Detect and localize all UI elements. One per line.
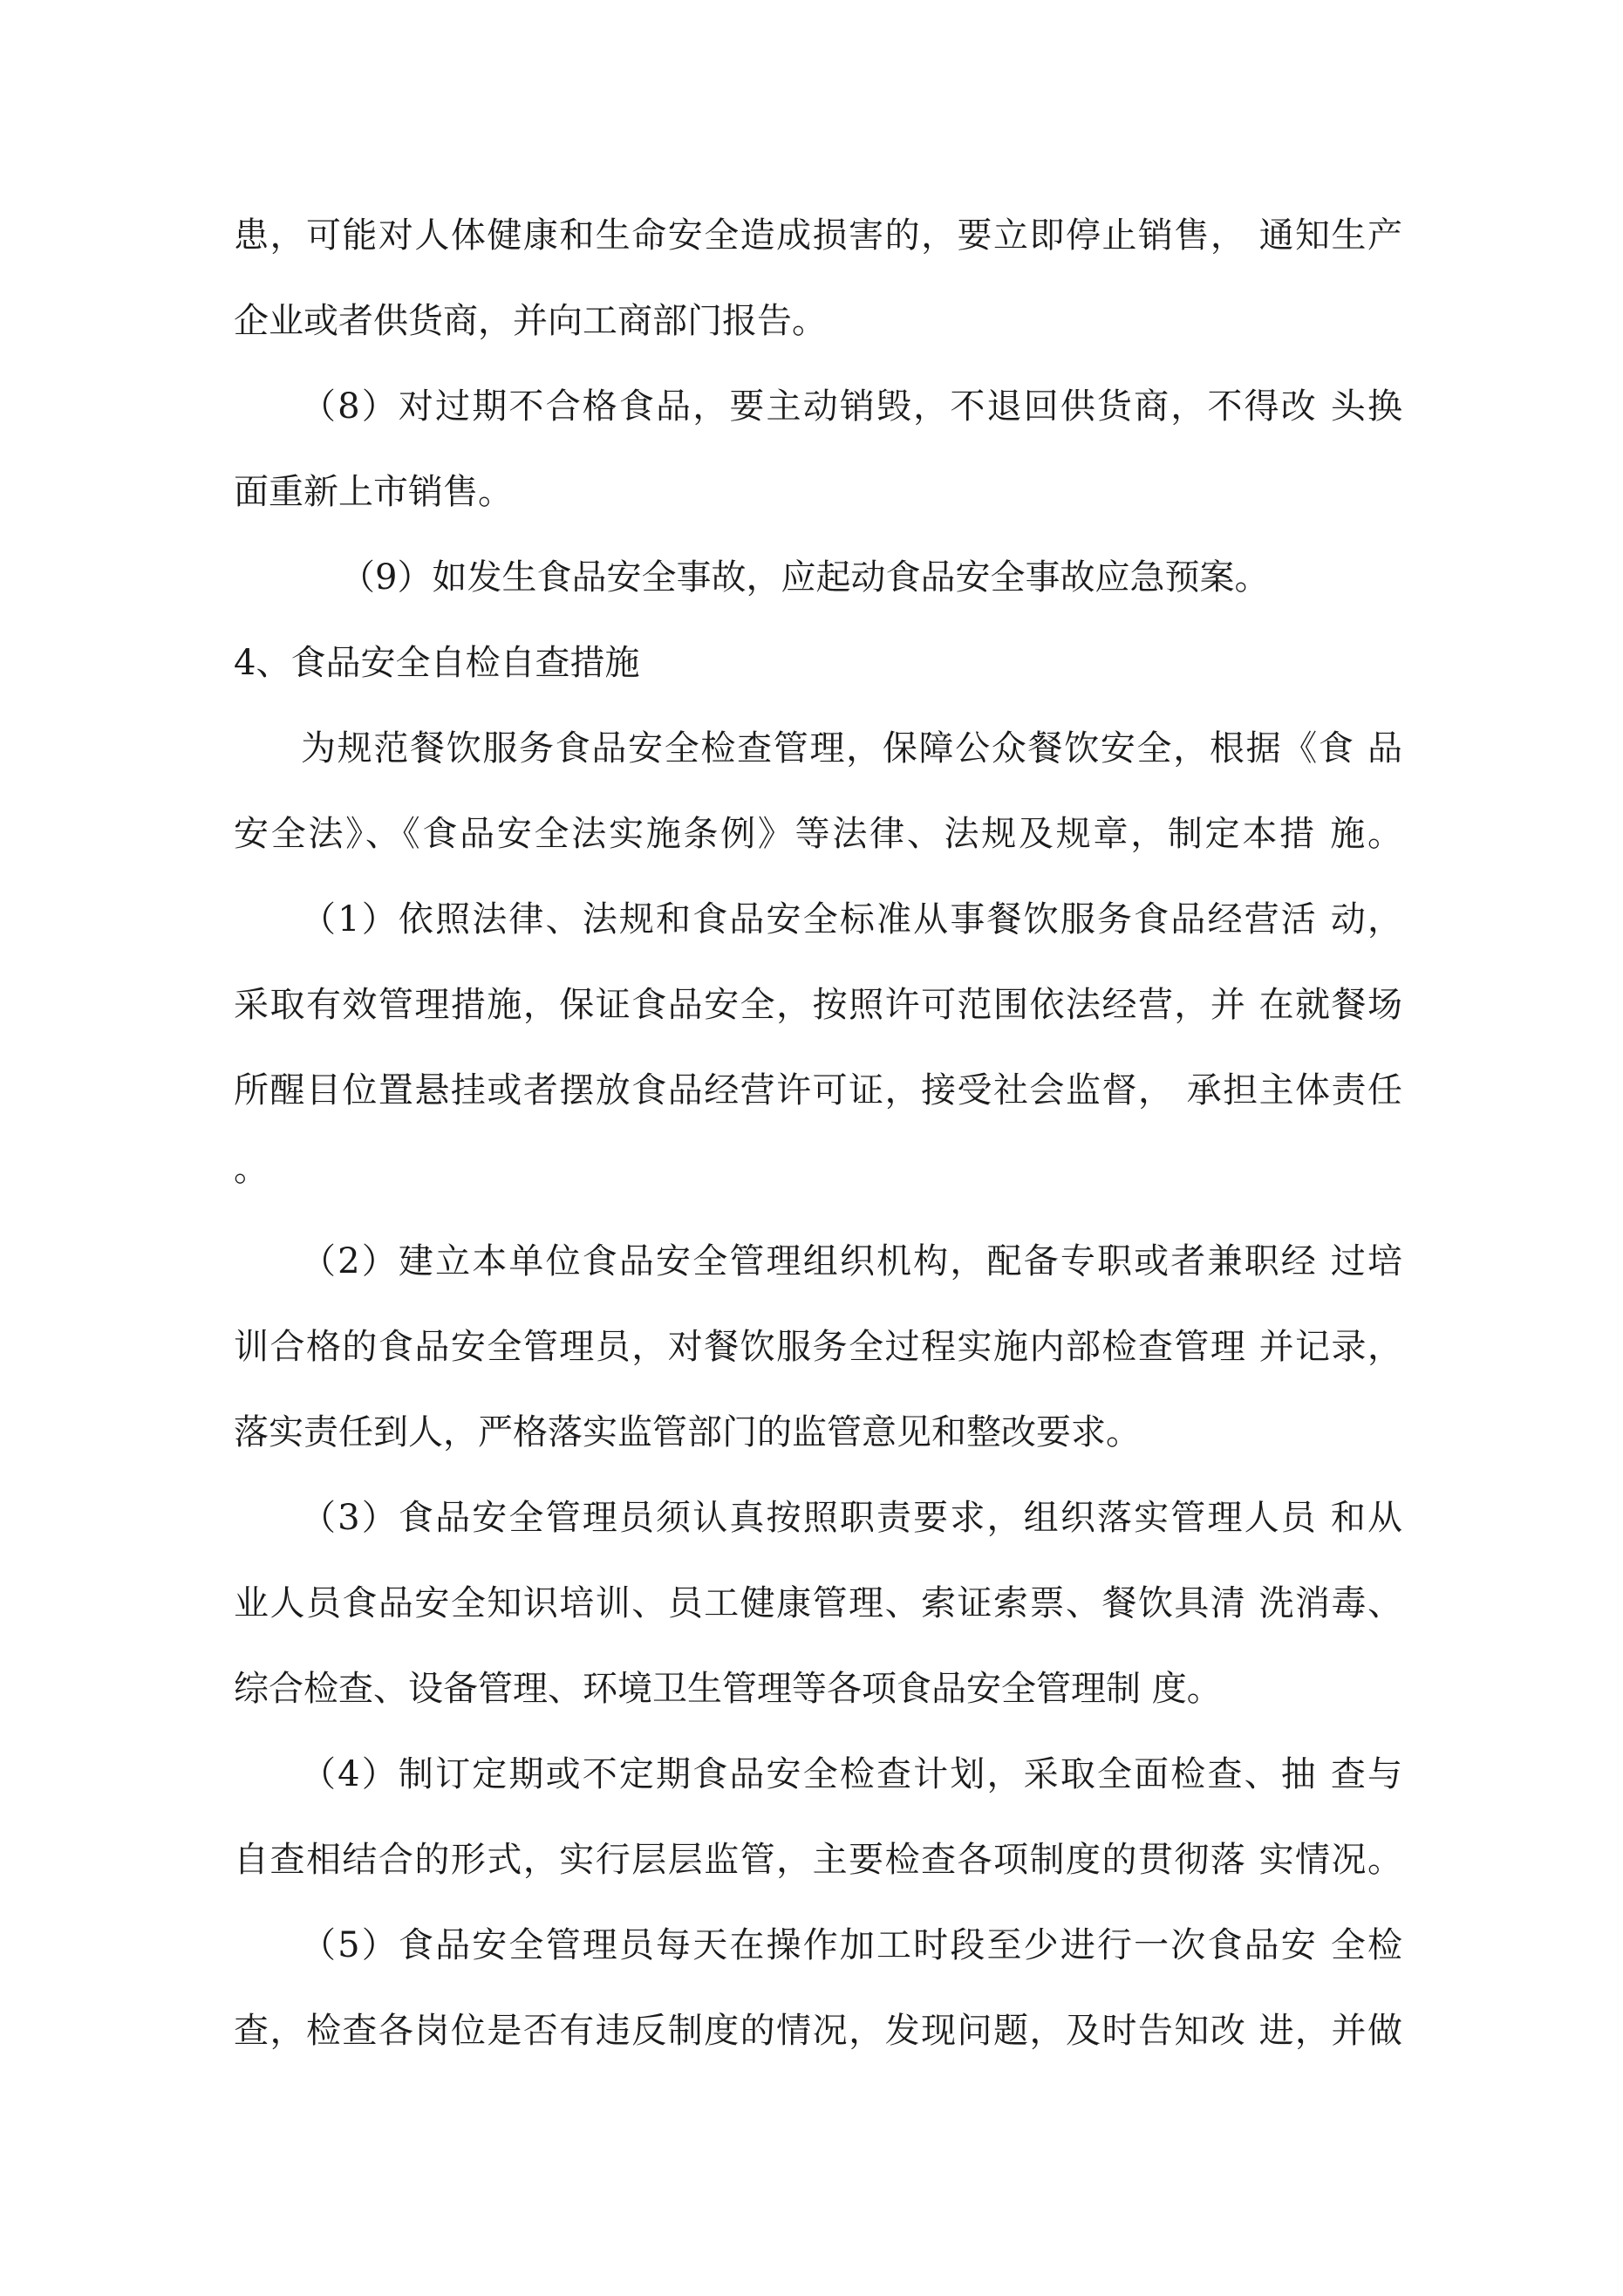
text-line-13: （2）建立本单位食品安全管理组织机构，配备专职或者兼职经 过培: [301, 1241, 1402, 1281]
text-line-11: 所醒目位置悬挂或者摆放食品经营许可证，接受社会监督， 承担主体责任: [234, 1070, 1402, 1110]
text-line-19: （4）制订定期或不定期食品安全检查计划，采取全面检查、抽 查与: [301, 1754, 1402, 1794]
text-line-18: 综合检查、设备管理、环境卫生管理等各项食品安全管理制 度。: [234, 1669, 1222, 1709]
section-heading: 4、食品安全自检自查措施: [234, 643, 640, 683]
text-line-21: （5）食品安全管理员每天在操作加工时段至少进行一次食品安 全检: [301, 1925, 1402, 1965]
text-line-1: 患，可能对人体健康和生命安全造成损害的，要立即停止销售， 通知生产: [234, 215, 1402, 256]
text-line-16: （3）食品安全管理员须认真按照职责要求，组织落实管理人员 和从: [301, 1498, 1402, 1538]
text-line-7: 为规范餐饮服务食品安全检查管理，保障公众餐饮安全，根据《食 品: [301, 728, 1402, 769]
text-line-22: 查，检查各岗位是否有违反制度的情况，发现问题，及时告知改 进，并做: [234, 2011, 1402, 2051]
text-line-14: 训合格的食品安全管理员，对餐饮服务全过程实施内部检查管理 并记录，: [234, 1327, 1402, 1367]
text-line-12: 。: [234, 1149, 269, 1189]
text-line-9: （1）依照法律、法规和食品安全标准从事餐饮服务食品经营活 动，: [301, 899, 1402, 940]
text-line-10: 采取有效管理措施，保证食品安全，按照许可范围依法经营，并 在就餐场: [234, 985, 1402, 1025]
text-line-15: 落实责任到人，严格落实监管部门的监管意见和整改要求。: [234, 1412, 1141, 1452]
text-line-2: 企业或者供货商，并向工商部门报告。: [234, 301, 827, 341]
text-line-17: 业人员食品安全知识培训、员工健康管理、索证索票、餐饮具清 洗消毒、: [234, 1583, 1402, 1623]
text-line-5: （9）如发生食品安全事故，应起动食品安全事故应急预案。: [340, 557, 1270, 598]
text-line-8: 安全法》、《食品安全法实施条例》等法律、法规及规章，制定本措 施。: [234, 814, 1402, 854]
text-line-20: 自查相结合的形式，实行层层监管，主要检查各项制度的贯彻落 实情况。: [234, 1840, 1402, 1880]
text-line-3: （8）对过期不合格食品，要主动销毁，不退回供货商，不得改 头换: [301, 386, 1402, 427]
text-line-4: 面重新上市销售。: [234, 472, 513, 512]
